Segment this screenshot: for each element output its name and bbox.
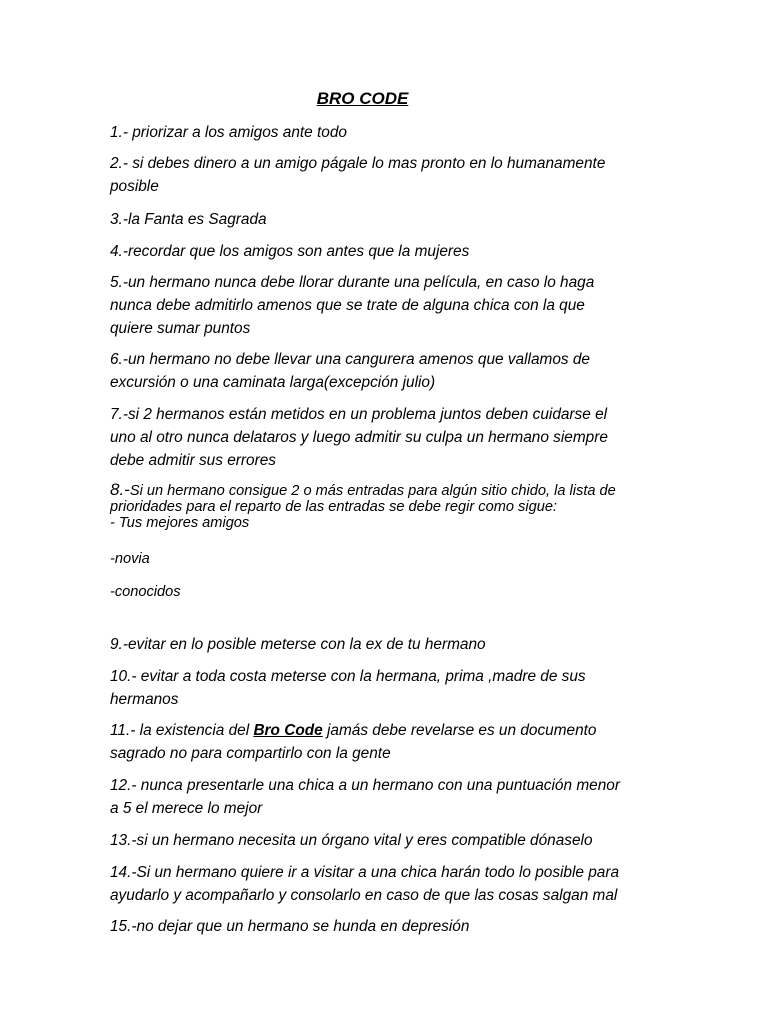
rule-13-line-1: 13.-si un hermano necesita un órgano vital y eres compatible dónaselo xyxy=(110,832,593,849)
rule-11-line-1 xyxy=(110,719,670,742)
rule-11-line-2: sagrado no para compartirlo con la gente xyxy=(110,745,391,762)
rule-8-number: 8.- xyxy=(110,480,130,499)
rule-8-line-1 xyxy=(110,482,670,499)
rule-8-text: Si un hermano consigue 2 o más entradas para algún sitio chido, la lista de xyxy=(129,483,616,499)
document-title: BRO CODE xyxy=(316,89,409,108)
rule-11-text-pre: 11.- la existencia del xyxy=(110,722,254,739)
rule-5-line-2: nunca debe admitirlo amenos que se trate de alguna chica con la que xyxy=(110,297,585,314)
rule-1 xyxy=(110,121,670,144)
rule-14-line-1: 14.-Si un hermano quiere ir a visitar a una chica harán todo lo posible para xyxy=(110,864,620,881)
rule-5 xyxy=(110,271,670,340)
rule-10 xyxy=(110,665,670,711)
rule-9 xyxy=(110,633,670,656)
rule-1-line-1: 1.- priorizar a los amigos ante todo xyxy=(110,124,347,141)
rule-12-line-1: 12.- nunca presentarle una chica a un hermano con una puntuación menor xyxy=(110,777,620,794)
rule-8-sub-conocidos: -conocidos xyxy=(110,584,181,600)
rule-15 xyxy=(110,915,670,938)
rule-3-line-1: 3.-la Fanta es Sagrada xyxy=(110,211,267,228)
rule-7-line-2: uno al otro nunca delataros y luego admitir su culpa un hermano siempre xyxy=(110,429,608,446)
rule-8-line-3: - Tus mejores amigos xyxy=(110,515,250,531)
rule-2-line-2: posible xyxy=(110,178,159,195)
bro-code-emphasis: Bro Code xyxy=(253,722,323,739)
rule-13 xyxy=(110,829,670,852)
rule-7-line-3: debe admitir sus errores xyxy=(110,452,276,469)
rule-4 xyxy=(110,240,670,263)
rule-7-line-1: 7.-si 2 hermanos están metidos en un problema juntos deben cuidarse el xyxy=(110,406,608,423)
rule-8 xyxy=(110,482,670,531)
rule-8-line-2: prioridades para el reparto de las entradas se debe regir como sigue: xyxy=(110,499,557,515)
rule-6-line-1: 6.-un hermano no debe llevar una cangurera amenos que vallamos de xyxy=(110,351,590,368)
rule-14 xyxy=(110,861,670,907)
rule-3 xyxy=(110,208,670,231)
rule-8-sub-novia: -novia xyxy=(110,551,150,567)
rule-2 xyxy=(110,152,670,198)
rule-2-line-1: 2.- si debes dinero a un amigo págale lo mas pronto en lo humanamente xyxy=(110,155,606,172)
rule-10-line-2: hermanos xyxy=(110,691,179,708)
rule-15-line-1: 15.-no dejar que un hermano se hunda en depresión xyxy=(110,918,470,935)
rule-5-line-1: 5.-un hermano nunca debe llorar durante una película, en caso lo haga xyxy=(110,274,595,291)
rule-12 xyxy=(110,774,670,820)
rule-6 xyxy=(110,348,670,394)
rule-9-line-1: 9.-evitar en lo posible meterse con la ex de tu hermano xyxy=(110,636,486,653)
rule-10-line-1: 10.- evitar a toda costa meterse con la hermana, prima ,madre de sus xyxy=(110,668,586,685)
rule-11 xyxy=(110,719,670,765)
rule-5-line-3: quiere sumar puntos xyxy=(110,320,251,337)
rule-6-line-2: excursión o una caminata larga(excepción julio) xyxy=(110,374,436,391)
rule-7 xyxy=(110,403,670,472)
rule-11-text-post: jamás debe revelarse es un documento xyxy=(322,722,597,739)
rule-12-line-2: a 5 el merece lo mejor xyxy=(110,800,263,817)
rule-14-line-2: ayudarlo y acompañarlo y consolarlo en caso de que las cosas salgan mal xyxy=(110,887,618,904)
rule-4-line-1: 4.-recordar que los amigos son antes que la mujeres xyxy=(110,243,470,260)
